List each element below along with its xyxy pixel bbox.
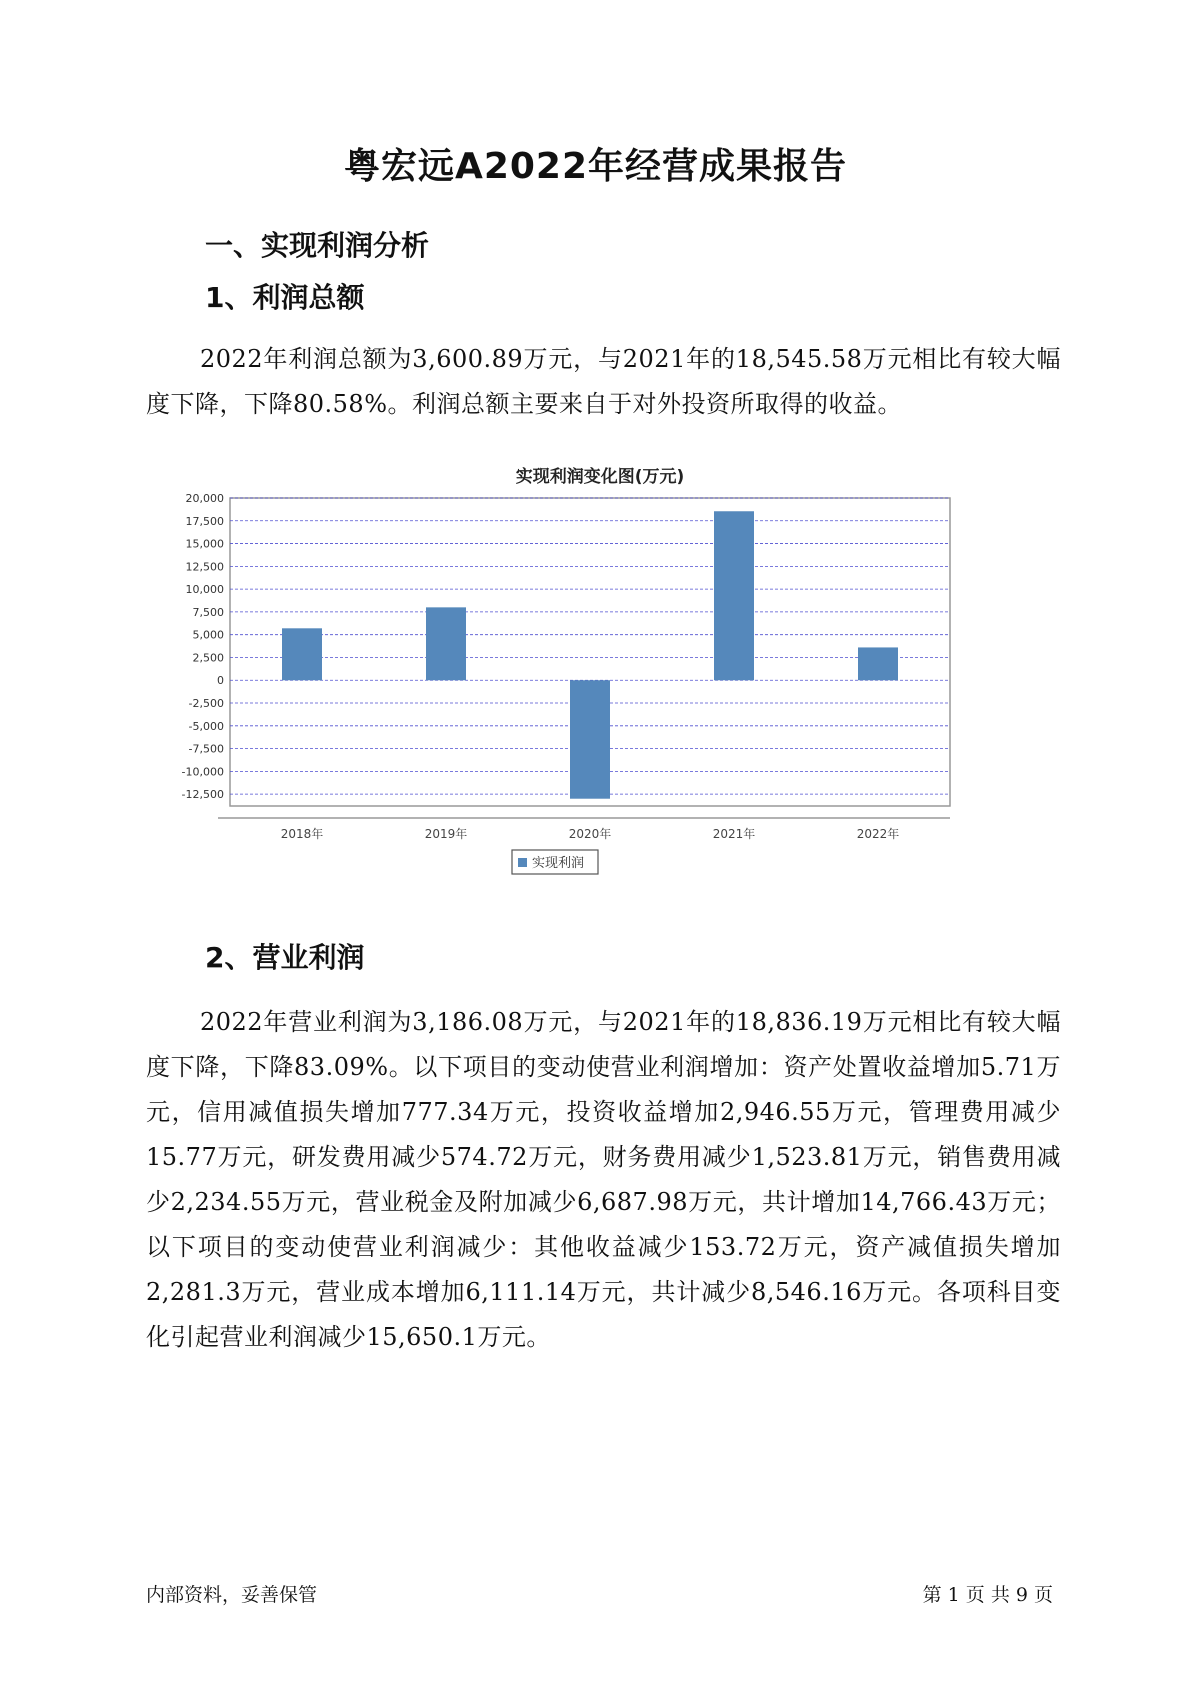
x-tick-label: 2018年 (280, 827, 324, 841)
profit-chart (160, 452, 1040, 912)
y-tick-label: 0 (217, 674, 224, 688)
bar-2019年 (426, 607, 466, 680)
chart-y-axis (182, 492, 224, 801)
y-tick-label: -7,500 (188, 742, 224, 756)
bar-2022年 (858, 647, 898, 680)
subheading-total-profit: 1、利润总额 (205, 281, 365, 314)
document-title: 粤宏远A2022年经营成果报告 (343, 146, 848, 187)
x-tick-label: 2021年 (712, 827, 756, 841)
x-tick-label: 2022年 (856, 827, 900, 841)
y-tick-label: -2,500 (188, 697, 224, 711)
y-tick-label: 20,000 (185, 492, 224, 505)
chart-x-axis (218, 818, 950, 841)
chart-title: 实现利润变化图(万元) (515, 467, 685, 487)
legend-swatch (518, 858, 527, 867)
x-tick-label: 2020年 (568, 827, 612, 841)
y-tick-label: -10,000 (181, 765, 224, 779)
paragraph-operating-profit: 2022年营业利润为3,186.08万元，与2021年的18,836.19万元相比有较大幅度下降，下降83.09%。以下项目的变动使营业利润增加：资产处置收益增加5.71万元，信用减值损失增加777.34万元，投资收益增加2,946.55万元，管理费用减少15.77万元，研发费用减少574.72万元，财务费用减少1,523.81万元，销售费用减少2,234.55万元，营业税金及附加减少6,687.98万元，共计增加14,766.43万元；以下项目的变动使营业利润减少：其他收益减少153.72万元，资产减值损失增加2,281.3万元，营业成本增加6,111.14万元，共计减少8,546.16万元。各项科目变化引起营业利润减少15,650.1万元。 (146, 1008, 1061, 1351)
y-tick-label: -12,500 (181, 788, 224, 802)
y-tick-label: 7,500 (192, 605, 224, 619)
bar-2018年 (282, 628, 322, 680)
y-tick-label: 17,500 (185, 514, 224, 528)
x-tick-label: 2019年 (424, 827, 468, 841)
footer-confidential-note: 内部资料，妥善保管 (146, 1584, 318, 1606)
bar-2021年 (714, 511, 754, 680)
paragraph-total-profit: 2022年利润总额为3,600.89万元，与2021年的18,545.58万元相比有较大幅度下降，下降80.58%。利润总额主要来自于对外投资所取得的收益。 (146, 345, 1061, 418)
y-tick-label: 2,500 (192, 651, 224, 665)
y-tick-label: 15,000 (185, 537, 224, 551)
section-heading-profit-analysis: 一、实现利润分析 (205, 229, 430, 262)
y-tick-label: 10,000 (185, 583, 224, 597)
bar-2020年 (570, 680, 610, 798)
y-tick-label: 5,000 (192, 628, 224, 642)
footer-page-number: 第 1 页 共 9 页 (922, 1584, 1053, 1606)
subheading-operating-profit: 2、营业利润 (205, 941, 365, 974)
y-tick-label: -5,000 (188, 719, 224, 733)
chart-legend (512, 850, 598, 874)
y-tick-label: 12,500 (185, 560, 224, 574)
legend-label: 实现利润 (532, 856, 585, 871)
profit-chart-svg (160, 452, 1040, 912)
